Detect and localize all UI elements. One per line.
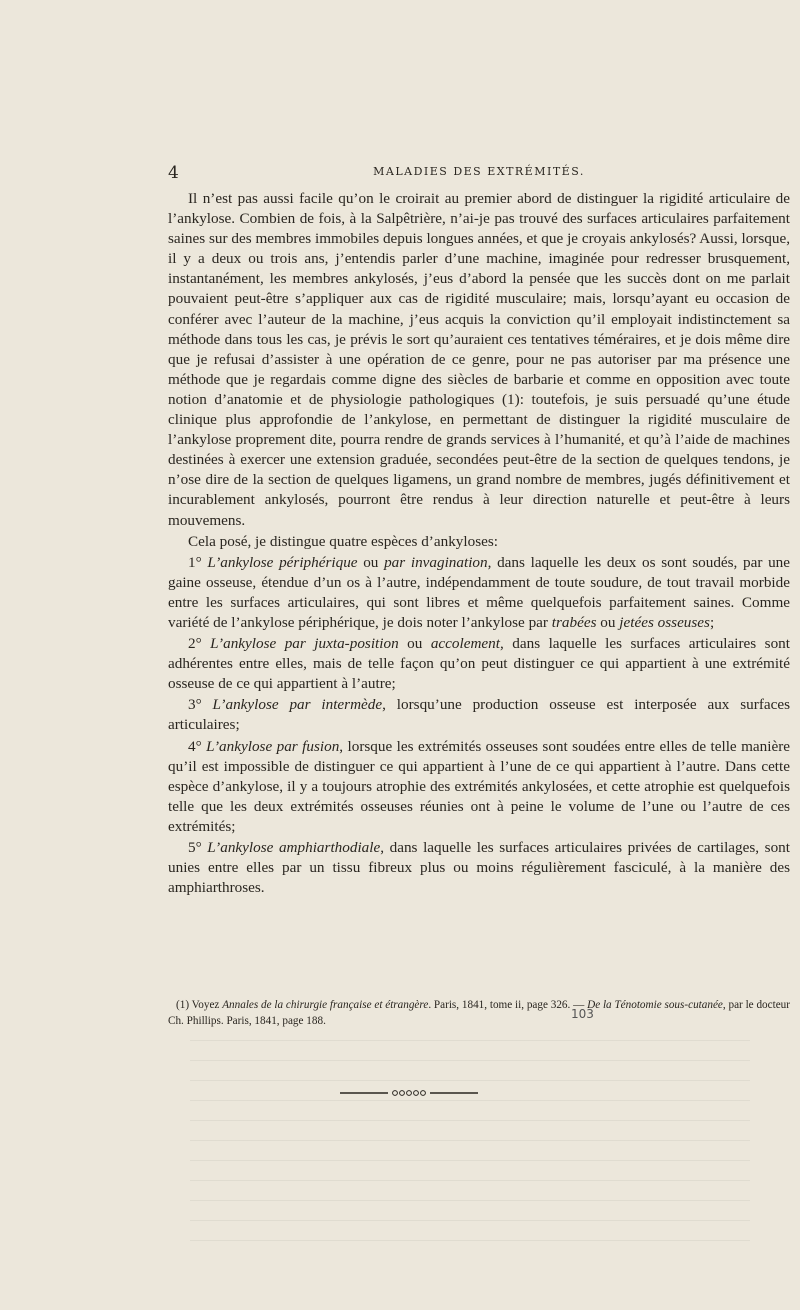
footnote-end: , par le docteur Ch. Phillips. Paris, 1841, page 188. — [168, 999, 790, 1027]
footnote-marker: (1) Voyez — [176, 999, 223, 1011]
item-connector: ou — [357, 553, 385, 571]
item-term-alt: par invagination — [384, 553, 488, 571]
item-text: , dans laquelle les deux os sont soudés, par une gaine osseuse, étendue d’un os à l’autre, indépendamment de toute soudure, de tout travail morbide entre les surfaces articulaires, qui sont libres et même quelquefois parfaitement saines. Comme variété de l’ankylose périphérique, je dois noter l’ankylose par — [168, 553, 791, 631]
paragraph-classification: Cela posé, je distingue quatre espèces d’ankyloses: — [188, 532, 498, 550]
page-header — [168, 163, 790, 183]
item-term-alt: accolement — [430, 635, 500, 653]
item-text: , lorsqu’une production osseuse est interposée aux surfaces articulaires; — [168, 696, 791, 734]
list-item — [168, 695, 790, 735]
list-item — [168, 838, 790, 898]
footnote-title: De la Ténotomie sous-cutanée — [587, 999, 723, 1011]
item-text: , dans laquelle les surfaces articulaires sont adhérentes entre elles, mais de telle façon qu’on peut distinguer ce qui appartient à une extrémité osseuse de ce qui appartient à l’autre; — [168, 635, 790, 693]
item-number: 1° — [188, 553, 208, 571]
page-number: 4 — [168, 163, 179, 183]
item-tail: ; — [709, 613, 715, 631]
list-item — [168, 737, 790, 837]
handwritten-note: 103 — [571, 1007, 594, 1021]
item-term: L’ankylose par fusion — [206, 737, 340, 755]
footnote — [168, 997, 790, 1029]
running-head: MALADIES DES EXTRÉMITÉS. — [373, 165, 585, 178]
item-connector: ou — [398, 635, 431, 653]
item-text: , dans laquelle les surfaces articulaires privées de cartilages, sont unies entre elles par un tissu fibreux plus ou moins régulièrement fasciculé, à la manière des amphiarthroses. — [168, 839, 790, 897]
item-term: L’ankylose amphiarthodiale — [207, 839, 381, 856]
paragraph-intro: Il n’est pas aussi facile qu’on le croirait au premier abord de distinguer la rigidité articulaire de l’ankylose. Combien de fois, à la Salpêtrière, n’ai-je pas trouvé des surfaces articulaires parfaitement saines sur des membres immobiles depuis longues années, et que je croyais ankylosés? Aussi, lorsque, il y a deux ou trois ans, j’entendis parler d’une machine, imaginée pour redresser brusquement, instantanément, les membres ankylosés, j’eus d’abord la pensée que les succès dont on me parlait pouvaient peut-être s’appliquer aux cas de rigidité musculaire; mais, lorsqu’ayant eu occasion de conférer avec l’auteur de la machine, j’eus acquis la conviction qu’il employait indistinctement sa méthode dans tous les cas, je prévis le sort qu’auraient ces tentatives téméraires, et je dois même dire que je refusai d’assister à une opération de ce genre, pour ne pas autoriser par ma présence une méthode que je regardais comme digne des siècles de barbarie et comme en opposition avec toute notion d’anatomie et de physiologie pathologiques (1): toutefois, je suis persuadé qu’une étude clinique plus approfondie de l’ankylose, en permettant de distinguer la rigidité musculaire de l’ankylose proprement dite, pourra rendre de grands services à l’humanité, et qu’à l’aide de machines destinées à exercer une extension graduée, secondées peut-être de la section de quelques tendons, je n’ose dire de la section de quelques ligamens, un grand nombre de membres, jugés définitivement et incurablement ankylosés, pourront être rendus à leur direction naturelle et peut-être à leurs mouvemens. — [168, 190, 790, 529]
item-text: , lorsque les extrémités osseuses sont soudées entre elles de telle manière qu’il est impossible de distinguer ce qui appartient à l’une de ce qui appartient à l’autre. Dans cette espèce d’ankylose, il y a toujours atrophie des extrémités ankylosées, et cette atrophie est quelquefois telle que les deux extrémités osseuses réunies ont à peine le volume de l’une ou l’autre de ces extrémités; — [168, 737, 790, 835]
footnote-source: Annales de la chirurgie française et étrangère — [222, 999, 429, 1011]
item-term-variety: trabées — [551, 613, 597, 631]
item-number: 3° — [188, 696, 213, 714]
item-term: L’ankylose périphérique — [207, 553, 358, 571]
item-number: 5° — [188, 839, 208, 856]
item-term-variety-alt: jetées osseuses — [619, 613, 710, 631]
item-term: L’ankylose par intermède — [212, 696, 383, 714]
footnote-details: . Paris, 1841, tome ii, page 326. — — [428, 999, 588, 1011]
list-item — [168, 634, 790, 694]
item-number: 4° — [188, 737, 207, 755]
show-through-texture — [190, 1040, 750, 1260]
item-term: L’ankylose par juxta-position — [210, 635, 399, 653]
list-item — [168, 553, 790, 633]
body-text — [168, 189, 790, 898]
item-number: 2° — [188, 635, 211, 653]
item-connector: ou — [596, 613, 620, 631]
